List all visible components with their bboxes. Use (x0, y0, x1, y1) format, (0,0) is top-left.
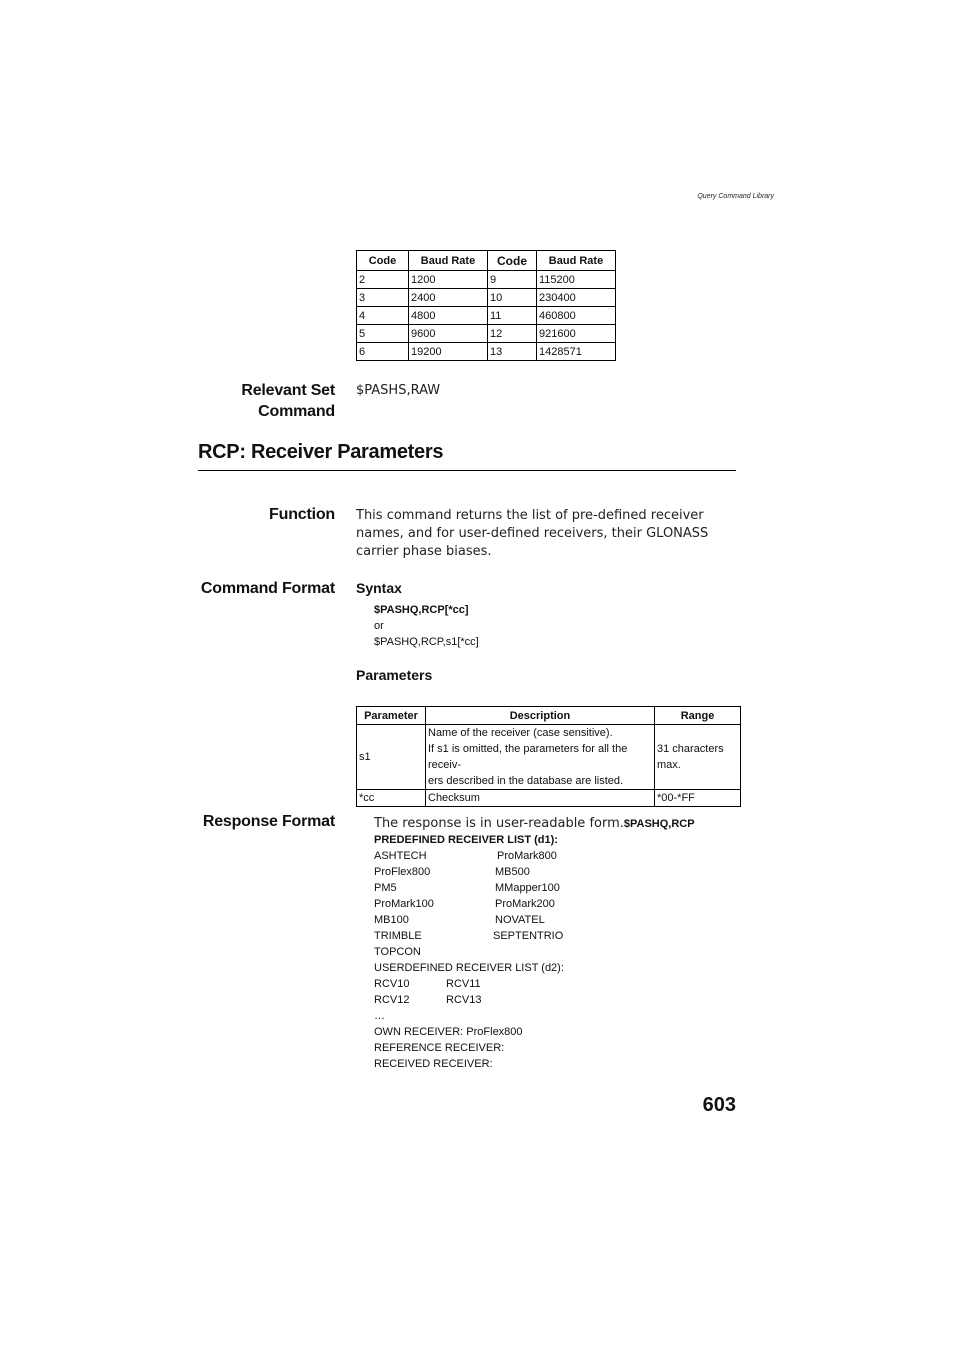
column-header: Code (488, 251, 537, 271)
description-line: Name of the receiver (case sensitive). (428, 727, 613, 739)
table-cell: Checksum (426, 790, 655, 807)
table-row (357, 325, 616, 343)
response-intro-text: The response is in user-readable form. (374, 816, 624, 831)
heading-line: Command (258, 403, 335, 420)
table-row (357, 725, 741, 790)
table-cell: 921600 (537, 325, 616, 343)
receiver-name: TOPCON (374, 946, 421, 958)
table-cell: s1 (357, 725, 426, 790)
column-header: Description (426, 707, 655, 725)
parameters-heading: Parameters (356, 667, 433, 683)
syntax-or: or (374, 620, 384, 632)
function-heading: Function (269, 506, 335, 523)
table-header-row (357, 707, 741, 725)
response-intro (374, 814, 695, 833)
table-cell: 230400 (537, 289, 616, 307)
list-item (374, 848, 564, 864)
own-receiver: OWN RECEIVER: ProFlex800 (374, 1026, 523, 1038)
table-cell: 19200 (409, 343, 488, 361)
table-cell: 2400 (409, 289, 488, 307)
syntax-line-2: $PASHQ,RCP,s1[*cc] (374, 636, 479, 648)
column-header: Range (655, 707, 741, 725)
table-cell: 9 (488, 271, 537, 289)
table-cell: 4 (357, 307, 409, 325)
userdefined-title: USERDEFINED RECEIVER LIST (d2): (374, 962, 564, 974)
table-row (357, 289, 616, 307)
table-cell: 12 (488, 325, 537, 343)
receiver-name: SEPTENTRIO (493, 930, 564, 942)
table-row (357, 307, 616, 325)
table-cell: 13 (488, 343, 537, 361)
table-cell: 10 (488, 289, 537, 307)
receiver-name: RCV13 (446, 994, 482, 1006)
predefined-list (374, 848, 564, 1072)
receiver-name: RCV11 (446, 978, 481, 990)
ellipsis: … (374, 1010, 385, 1022)
table-header-row (357, 251, 616, 271)
receiver-name: NOVATEL (495, 914, 545, 926)
syntax-line-1: $PASHQ,RCP[*cc] (374, 604, 469, 616)
table-cell: 1200 (409, 271, 488, 289)
table-cell: *cc (357, 790, 426, 807)
list-item (374, 928, 564, 944)
list-item (374, 896, 564, 912)
column-header: Baud Rate (409, 251, 488, 271)
table-cell (655, 725, 741, 790)
list-item (374, 912, 564, 928)
table-cell: 4800 (409, 307, 488, 325)
table-cell: 115200 (537, 271, 616, 289)
table-cell: 460800 (537, 307, 616, 325)
table-cell: 5 (357, 325, 409, 343)
description-line: ers described in the database are listed. (428, 775, 624, 787)
received-receiver: RECEIVED RECEIVER: (374, 1058, 493, 1070)
list-item (374, 944, 564, 960)
description-line: If s1 is omitted, the parameters for all the receiv- (428, 743, 628, 771)
table-row (357, 790, 741, 807)
response-intro-command: $PASHQ,RCP (623, 818, 695, 830)
section-title: RCP: Receiver Parameters (198, 441, 444, 463)
table-cell: 1428571 (537, 343, 616, 361)
receiver-name: MMapper100 (495, 882, 560, 894)
receiver-name: ProMark200 (495, 898, 555, 910)
list-item (374, 976, 564, 992)
function-text: This command returns the list of pre-defined receiver names, and for user-defined receivers, their GLONASS carrier phase biases. (356, 508, 709, 559)
receiver-name: ProMark800 (497, 850, 557, 862)
receiver-name: TRIMBLE (374, 930, 422, 942)
table-row (357, 343, 616, 361)
range-line: 31 characters (657, 743, 724, 755)
table-cell (426, 725, 655, 790)
table-cell: 6 (357, 343, 409, 361)
list-item (374, 992, 564, 1008)
reference-receiver: REFERENCE RECEIVER: (374, 1042, 505, 1054)
heading-line: Relevant Set (241, 382, 335, 399)
column-header: Code (357, 251, 409, 271)
baud-rate-table (356, 250, 616, 361)
column-header: Parameter (357, 707, 426, 725)
receiver-name: MB500 (495, 866, 530, 878)
list-item (374, 864, 564, 880)
table-cell: 2 (357, 271, 409, 289)
parameters-table (356, 706, 741, 807)
page-number: 603 (702, 1094, 736, 1116)
receiver-name: ProMark100 (374, 898, 434, 910)
title-rule (198, 470, 736, 471)
response-format-heading: Response Format (202, 813, 335, 830)
receiver-name: RCV12 (374, 994, 410, 1006)
syntax-heading: Syntax (356, 580, 402, 596)
table-cell: *00-*FF (655, 790, 741, 807)
command-format-heading: Command Format (200, 580, 335, 597)
receiver-name: ProFlex800 (374, 866, 431, 878)
column-header: Baud Rate (537, 251, 616, 271)
receiver-name: RCV10 (374, 978, 410, 990)
relevant-set-heading (160, 380, 335, 422)
receiver-name: MB100 (374, 914, 409, 926)
range-line: max. (657, 759, 681, 771)
table-cell: 11 (488, 307, 537, 325)
running-header: Query Command Library (697, 193, 774, 200)
receiver-name: ASHTECH (374, 850, 427, 862)
list-item (374, 880, 564, 896)
table-cell: 3 (357, 289, 409, 307)
predefined-title: PREDEFINED RECEIVER LIST (d1): (374, 834, 558, 846)
table-cell: 9600 (409, 325, 488, 343)
table-row (357, 271, 616, 289)
receiver-name: PM5 (374, 882, 397, 894)
relevant-set-value: $PASHS,RAW (356, 383, 441, 398)
